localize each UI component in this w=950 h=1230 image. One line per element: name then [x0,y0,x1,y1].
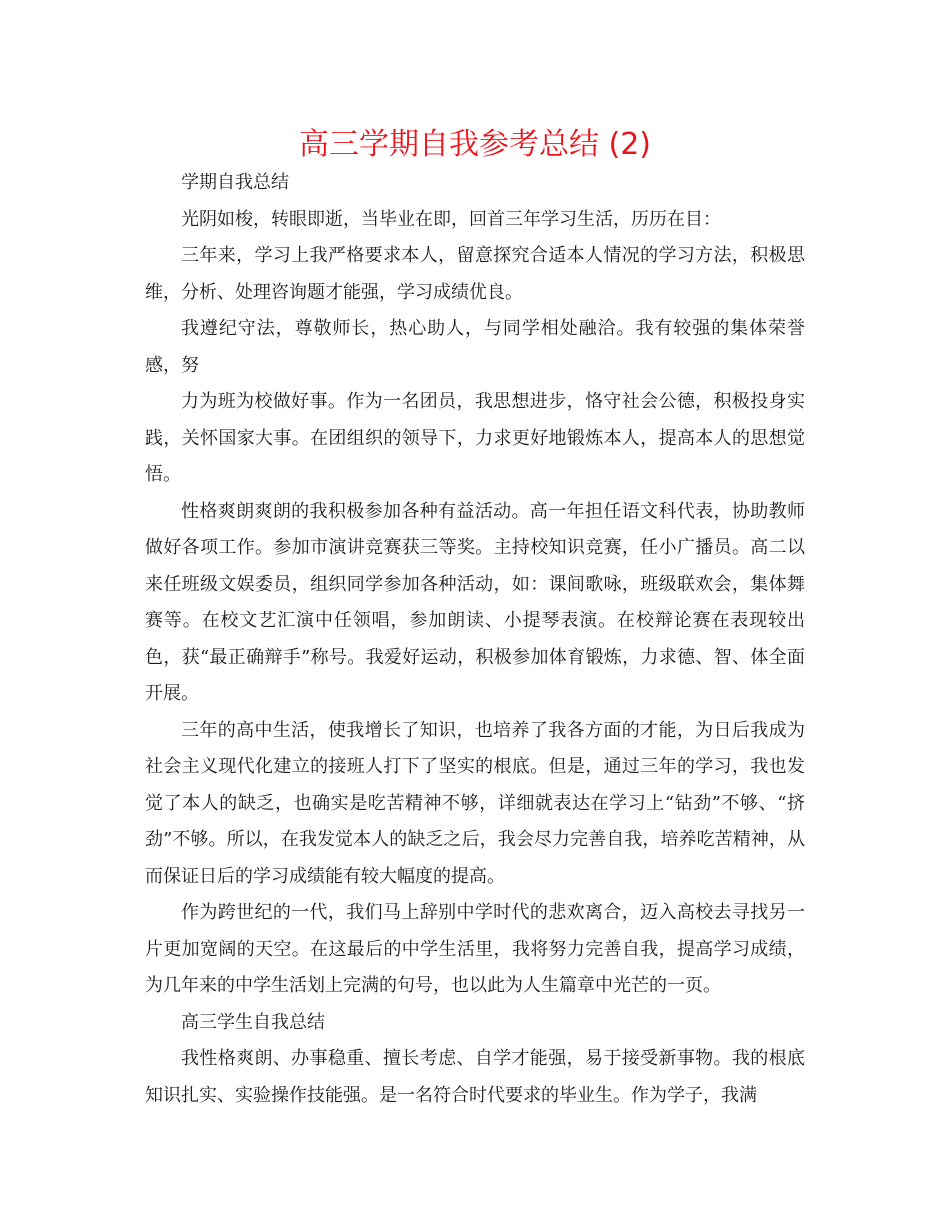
paragraph: 三年来，学习上我严格要求本人，留意探究合适本人情况的学习方法，积极思维，分析、处理咨询题才能强，学习成绩优良。 [145,245,805,303]
document-body [145,165,805,1114]
paragraph: 三年的高中生活，使我增长了知识，也培养了我各方面的才能，为日后我成为社会主义现代化建立的接班人打下了坚实的根底。但是，通过三年的学习，我也发觉了本人的缺乏，也确实是吃苦精神不够，详细就表达在学习上“钻劲”不够、“挤劲”不够。所以，在我发觉本人的缺乏之后，我会尽力完善自我，培养吃苦精神，从而保证日后的学习成绩能有较大幅度的提高。 [145,719,805,887]
paragraph: 力为班为校做好事。作为一名团员，我思想进步，恪守社会公德，积极投身实践，关怀国家大事。在团组织的领导下，力求更好地锻炼本人，提高本人的思想觉悟。 [145,391,805,485]
paragraph: 光阴如梭，转眼即逝，当毕业在即，回首三年学习生活，历历在目： [181,208,721,230]
paragraph: 作为跨世纪的一代，我们马上辞别中学时代的悲欢离合，迈入高校去寻找另一片更加宽阔的天空。在这最后的中学生活里，我将努力完善自我，提高学习成绩，为几年来的中学生活划上完满的句号，也以此为人生篇章中光芒的一页。 [145,902,805,996]
paragraph: 我性格爽朗、办事稳重、擅长考虑、自学才能强，易于接受新事物。我的根底知识扎实、实验操作技能强。是一名符合时代要求的毕业生。作为学子，我满 [145,1048,805,1106]
document-title: 高三学期自我参考总结 (2) [298,127,652,162]
paragraph: 我遵纪守法，尊敬师长，热心助人，与同学相处融洽。我有较强的集体荣誉感，努 [145,318,805,376]
section-heading: 学期自我总结 [181,172,289,193]
section-heading: 高三学生自我总结 [181,1011,325,1033]
paragraph: 性格爽朗爽朗的我积极参加各种有益活动。高一年担任语文科代表，协助教师做好各项工作。参加市演讲竞赛获三等奖。主持校知识竞赛，任小广播员。高二以来任班级文娱委员，组织同学参加各种活动，如：课间歌咏，班级联欢会，集体舞赛等。在校文艺汇演中任领唱，参加朗读、小提琴表演。在校辩论赛在表现较出色，获“最正确辩手”称号。我爱好运动，积极参加体育锻炼，力求德、智、体全面开展。 [145,500,805,704]
